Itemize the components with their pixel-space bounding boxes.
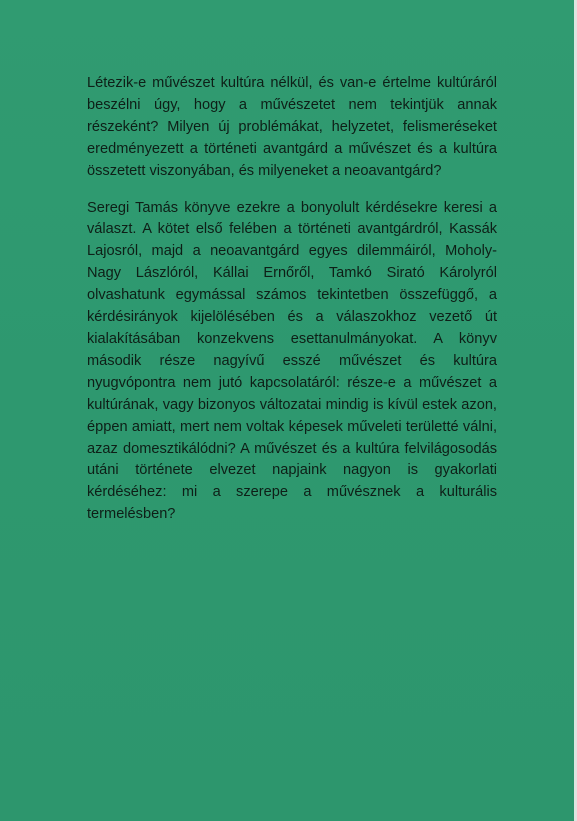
blurb-paragraph-2: Seregi Tamás könyve ezekre a bonyolult kérdésekre keresi a választ. A kötet első felében a történeti avantgárdról, Kassák Lajosról, majd a neoavantgárd egyes dilemmáiról, Moholy-Nagy Lászlóról, Kállai Ernőről, Tamkó Sirató Károlyról olvashatunk egymással számos tekintetben összefüggő, a kérdésirányok kijelölésében és a válaszokhoz vezető út kialakításában konzekvens esettanulmányokat. A könyv második része nagyívű esszé művészet és kultúra nyugvópontra nem jutó kapcsolatáról: része-e a művészet a kultúrának, vagy bizonyos változatai mindig is kívül estek azon, éppen amiatt, mert nem voltak képesek műveleti területté válni, azaz domesztikálódni? A művészet és a kultúra felvilágosodás utáni története elvezet napjaink nagyon is gyakorlati kérdéséhez: mi a szerepe a művésznek a kulturális termelésben? (87, 199, 497, 523)
blurb-paragraph-1: Létezik-e művészet kultúra nélkül, és van-e értelme kultúráról beszélni úgy, hogy a művészetet nem tekintjük annak részeként? Milyen új problémákat, helyzetet, felismeréseket eredményezett a történeti avantgárd a művészet és a kultúra összetett viszonyában, és milyeneket a neoavantgárd? (87, 75, 497, 179)
blurb-text (87, 73, 497, 526)
